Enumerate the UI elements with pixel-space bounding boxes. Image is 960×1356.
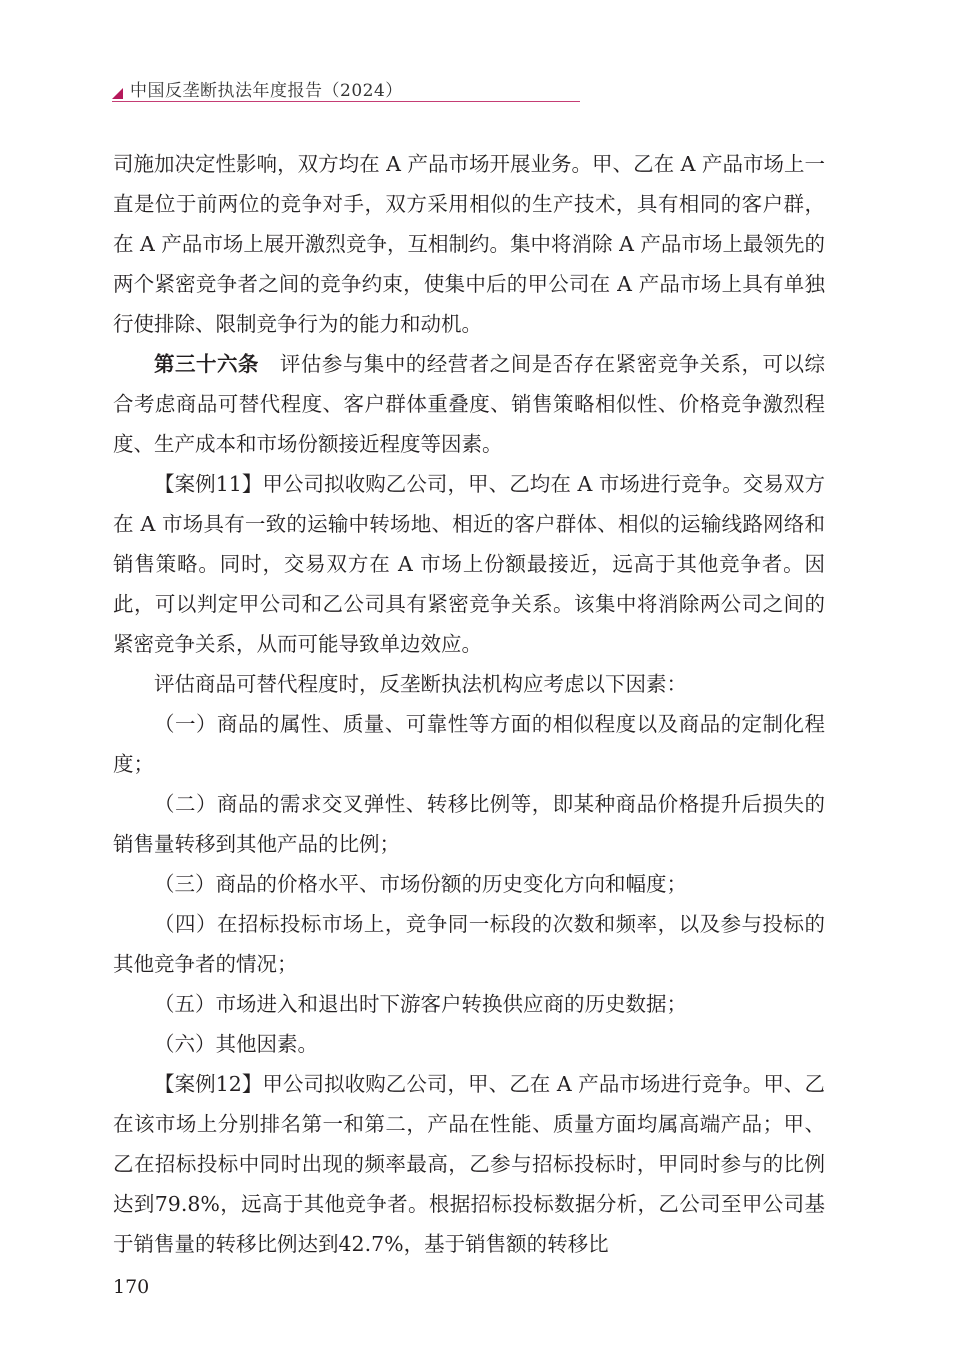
paragraph-text: （二）商品的需求交叉弹性、转移比例等，即某种商品价格提升后损失的销售量转移到其他产品的比例；: [113, 792, 825, 856]
paragraph-case-11: [113, 464, 825, 664]
list-item-2: [113, 784, 825, 864]
paragraph-text: 司施加决定性影响，双方均在 A 产品市场开展业务。甲、乙在 A 产品市场上一直是位于前两位的竞争对手，双方采用相似的生产技术，具有相同的客户群，在 A 产品市场上展开激烈竞争，互相制约。集中将消除 A 产品市场上最领先的两个紧密竞争者之间的竞争约束，使集中后的甲公司在 A 产品市场上具有单独行使排除、限制竞争行为的能力和动机。: [113, 152, 825, 336]
running-header: [112, 74, 580, 104]
paragraph-article-36: [113, 344, 825, 464]
paragraph-text: （六）其他因素。: [154, 1032, 318, 1056]
paragraph-text: （三）商品的价格水平、市场份额的历史变化方向和幅度；: [154, 872, 687, 896]
paragraph-continuation: [113, 144, 825, 344]
page-number: 170: [113, 1276, 150, 1298]
list-item-6: [113, 1024, 825, 1064]
paragraph-text: 评估商品可替代程度时，反垄断执法机构应考虑以下因素：: [154, 672, 687, 696]
header-rule: [112, 101, 580, 102]
paragraph-text: （四）在招标投标市场上，竞争同一标段的次数和频率，以及参与投标的其他竞争者的情况；: [113, 912, 825, 976]
paragraph-factors-intro: [113, 664, 825, 704]
paragraph-text: 【案例11】甲公司拟收购乙公司，甲、乙均在 A 市场进行竞争。交易双方在 A 市场具有一致的运输中转场地、相近的客户群体、相似的运输线路网络和销售策略。同时，交易双方在 A 市场上份额最接近，远高于其他竞争者。因此，可以判定甲公司和乙公司具有紧密竞争关系。该集中将消除两公司之间的紧密竞争关系，从而可能导致单边效应。: [113, 472, 825, 656]
paragraph-text: 【案例12】甲公司拟收购乙公司，甲、乙在 A 产品市场进行竞争。甲、乙在该市场上分别排名第一和第二，产品在性能、质量方面均属高端产品；甲、乙在招标投标中同时出现的频率最高，乙参与招标投标时，甲同时参与的比例达到79.8%，远高于其他竞争者。根据招标投标数据分析，乙公司至甲公司基于销售量的转移比例达到42.7%，基于销售额的转移比: [113, 1072, 825, 1256]
paragraph-case-12: [113, 1064, 825, 1264]
list-item-1: [113, 704, 825, 784]
list-item-4: [113, 904, 825, 984]
header-title: 中国反垄断执法年度报告（2024）: [130, 81, 403, 101]
article-heading: 第三十六条: [154, 352, 259, 376]
paragraph-text: （五）市场进入和退出时下游客户转换供应商的历史数据；: [154, 992, 687, 1016]
body-text: [113, 144, 825, 1264]
list-item-3: [113, 864, 825, 904]
list-item-5: [113, 984, 825, 1024]
header-triangle-marker: [112, 88, 123, 99]
paragraph-text: 评估参与集中的经营者之间是否存在紧密竞争关系，可以综合考虑商品可替代程度、客户群体重叠度、销售策略相似性、价格竞争激烈程度、生产成本和市场份额接近程度等因素。: [113, 352, 826, 456]
paragraph-text: （一）商品的属性、质量、可靠性等方面的相似程度以及商品的定制化程度；: [113, 712, 825, 776]
